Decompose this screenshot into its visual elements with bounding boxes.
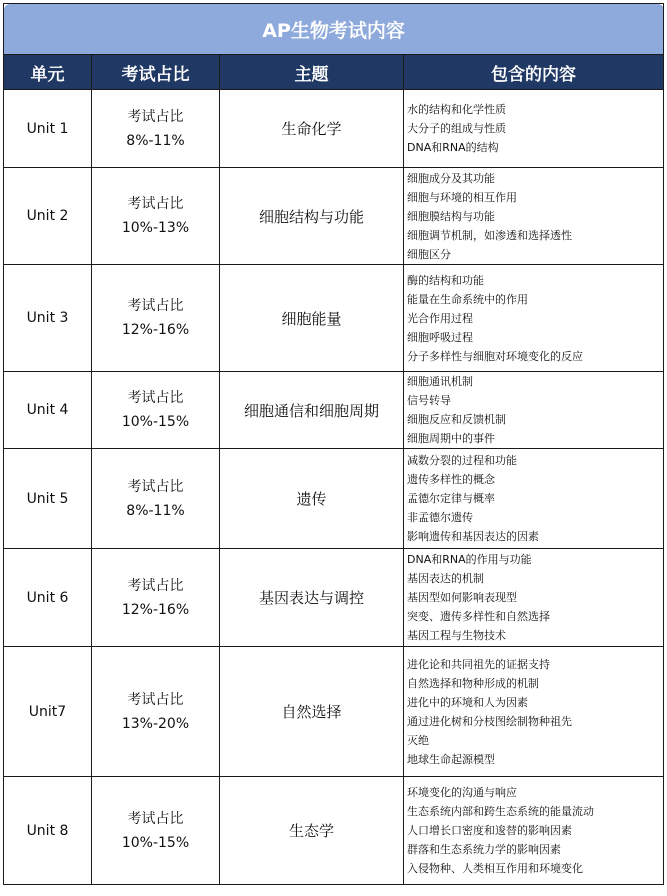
percentage-cell (92, 449, 220, 549)
table-row (4, 647, 664, 777)
percentage-label: 考试占比 (127, 810, 184, 827)
percentage-label: 考试占比 (127, 691, 184, 708)
percentage-label: 考试占比 (127, 478, 184, 495)
content-item: 孟德尔定律与概率 (407, 492, 495, 505)
content-item: 光合作用过程 (407, 311, 473, 325)
unit-cell: Unit 4 (4, 372, 92, 449)
percentage-cell (92, 777, 220, 885)
unit-cell: Unit 8 (4, 777, 92, 885)
unit-cell: Unit 5 (4, 449, 92, 549)
header-row (4, 55, 664, 90)
content-item: 生态系统内部和跨生态系统的能量流动 (407, 805, 594, 818)
ap-biology-table (3, 3, 664, 885)
content-item: 细胞反应和反馈机制 (407, 413, 506, 426)
title-row (4, 4, 664, 55)
topic-cell: 细胞能量 (220, 265, 404, 372)
content-cell (404, 549, 664, 647)
content-item: 灭绝 (407, 733, 429, 747)
content-item: DNA和RNA的作用与功能 (407, 553, 532, 566)
content-cell (404, 90, 664, 168)
content-item: 大分子的组成与性质 (407, 122, 506, 135)
header-topic: 主题 (220, 55, 404, 90)
unit-cell: Unit 2 (4, 168, 92, 265)
percentage-label: 考试占比 (127, 390, 184, 406)
table-row (4, 265, 664, 372)
percentage-value: 8%-11% (126, 502, 185, 519)
content-item: 细胞膜结构与功能 (407, 209, 495, 223)
percentage-cell (92, 265, 220, 372)
header-unit: 单元 (4, 55, 92, 90)
content-item: 群落和生态系统力学的影响因素 (407, 843, 561, 856)
unit-cell: Unit7 (4, 647, 92, 777)
percentage-value: 8%-11% (126, 132, 185, 149)
content-cell (404, 449, 664, 549)
content-cell (404, 265, 664, 372)
content-item: 能量在生命系统中的作用 (407, 292, 528, 306)
percentage-label: 考试占比 (127, 196, 184, 212)
content-item: 分子多样性与细胞对环境变化的反应 (407, 349, 583, 363)
content-item: 非孟德尔遗传 (407, 511, 473, 524)
content-item: 入侵物种、人类相互作用和环境变化 (407, 862, 583, 875)
topic-cell: 基因表达与调控 (220, 549, 404, 647)
topic-cell: 细胞结构与功能 (220, 168, 404, 265)
content-item: 进化论和共同祖先的证据支持 (407, 657, 550, 671)
percentage-value: 10%-15% (121, 834, 190, 851)
topic-cell: 遗传 (220, 449, 404, 549)
topic-cell: 自然选择 (220, 647, 404, 777)
content-item: 基因型如何影响表现型 (407, 591, 517, 604)
topic-cell: 细胞通信和细胞周期 (220, 372, 404, 449)
content-item: 细胞区分 (407, 247, 451, 261)
percentage-value: 10%-13% (121, 220, 190, 236)
table-row (4, 777, 664, 885)
content-item: 突变、遗传多样性和自然选择 (407, 610, 550, 623)
content-item: DNA和RNA的结构 (407, 141, 499, 154)
table-row (4, 372, 664, 449)
content-item: 人口增长口密度和逡替的影响因素 (407, 824, 572, 837)
content-cell (404, 647, 664, 777)
header-percentage: 考试占比 (92, 55, 220, 90)
content-item: 细胞通讯机制 (407, 375, 473, 388)
table-row (4, 168, 664, 265)
content-item: 基因表达的机制 (407, 572, 484, 585)
percentage-cell (92, 372, 220, 449)
table-row (4, 449, 664, 549)
unit-cell: Unit 1 (4, 90, 92, 168)
unit-cell: Unit 6 (4, 549, 92, 647)
content-item: 酶的结构和功能 (407, 273, 484, 287)
content-cell (404, 168, 664, 265)
percentage-label: 考试占比 (127, 577, 184, 594)
content-item: 进化中的环境和人为因素 (407, 695, 528, 709)
content-item: 细胞呼吸过程 (407, 330, 473, 344)
content-item: 细胞调节机制，如渗透和选择透性 (407, 228, 572, 242)
content-item: 减数分裂的过程和功能 (407, 454, 517, 467)
content-item: 细胞成分及其功能 (407, 171, 495, 185)
content-item: 遗传多样性的概念 (407, 473, 495, 486)
percentage-value: 12%-16% (121, 601, 190, 618)
content-item: 基因工程与生物技术 (407, 629, 506, 642)
content-cell (404, 777, 664, 885)
percentage-value: 10%-15% (121, 414, 190, 430)
content-item: 细胞周期中的事件 (407, 432, 495, 445)
table-title: AP生物考试内容 (4, 4, 664, 55)
content-cell (404, 372, 664, 449)
percentage-value: 13%-20% (121, 715, 190, 732)
table-row (4, 90, 664, 168)
content-item: 细胞与环境的相互作用 (407, 190, 517, 204)
ap-biology-table-container (3, 3, 663, 885)
percentage-cell (92, 90, 220, 168)
table-row (4, 549, 664, 647)
percentage-cell (92, 549, 220, 647)
percentage-cell (92, 168, 220, 265)
percentage-value: 12%-16% (121, 322, 190, 338)
content-item: 信号转导 (407, 394, 451, 407)
content-item: 通过进化树和分枝图绘制物种祖先 (407, 714, 572, 728)
content-item: 地球生命起源模型 (407, 752, 495, 766)
topic-cell: 生命化学 (220, 90, 404, 168)
content-item: 影响遗传和基因表达的因素 (407, 530, 539, 543)
header-content: 包含的内容 (404, 55, 664, 90)
percentage-label: 考试占比 (127, 298, 184, 314)
percentage-cell (92, 647, 220, 777)
unit-cell: Unit 3 (4, 265, 92, 372)
content-item: 水的结构和化学性质 (407, 103, 506, 116)
content-item: 自然选择和物种形成的机制 (407, 676, 539, 690)
content-item: 环境变化的沟通与响应 (407, 786, 517, 799)
percentage-label: 考试占比 (127, 108, 184, 125)
topic-cell: 生态学 (220, 777, 404, 885)
